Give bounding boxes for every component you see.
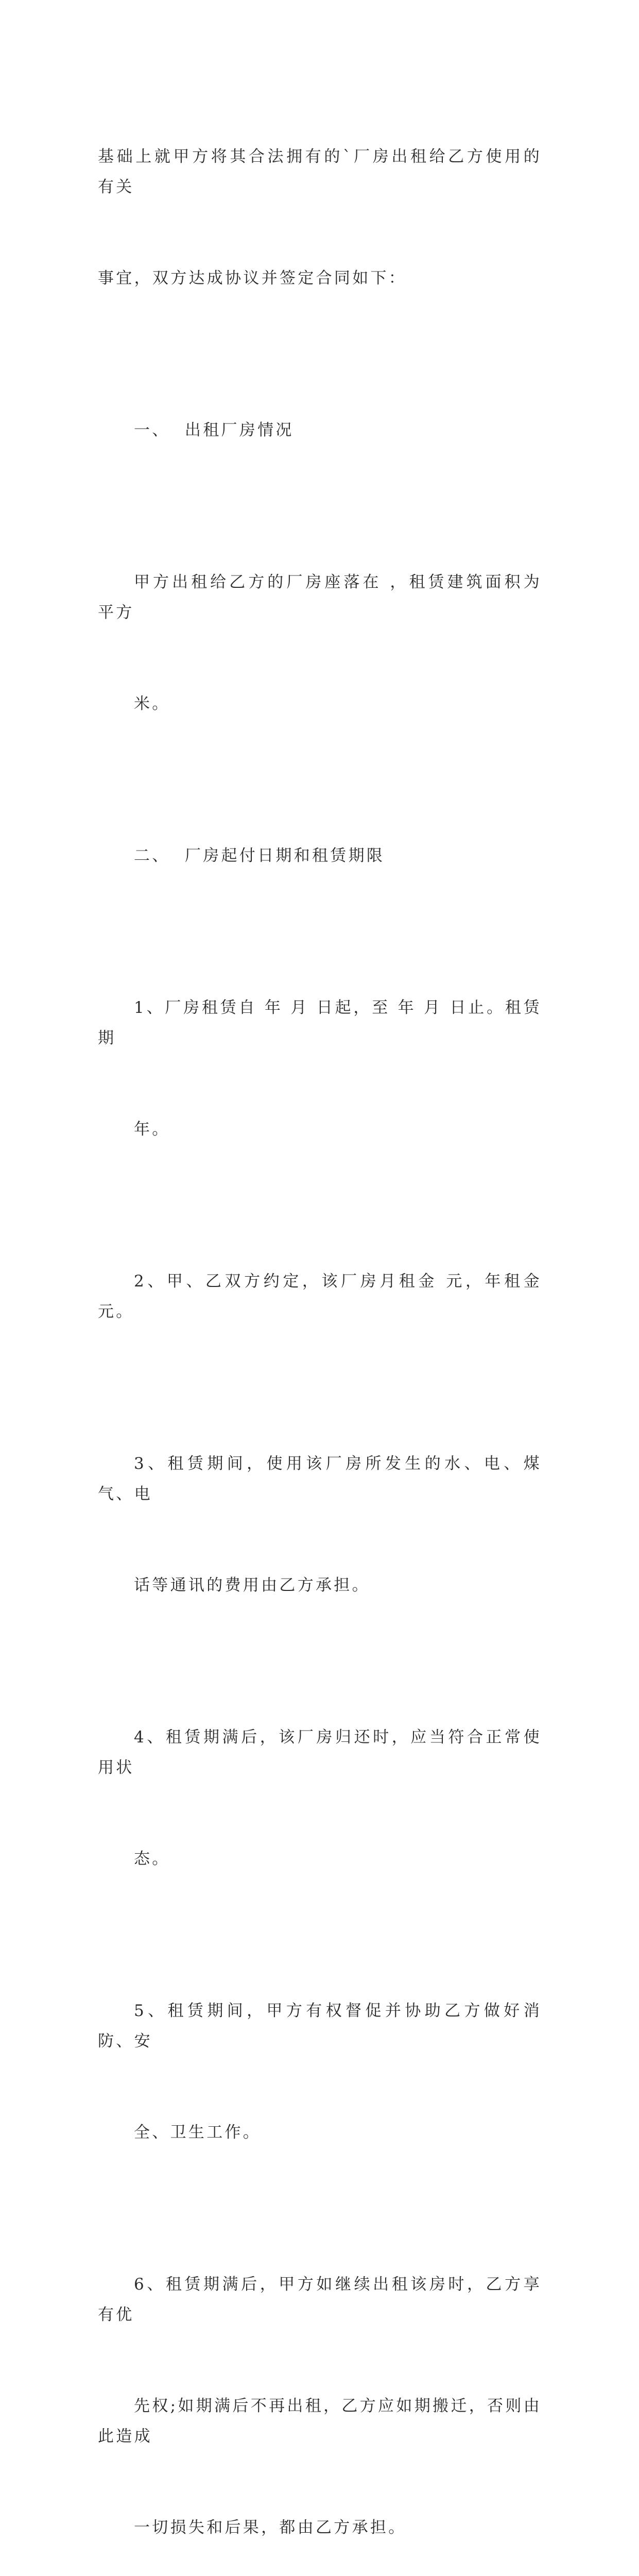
text-line: 3、租赁期间，使用该厂房所发生的水、电、煤气、电: [98, 1454, 542, 1503]
text-line: 事宜，双方达成协议并签定合同如下：: [98, 269, 407, 287]
text-line: 6、租赁期满后，甲方如继续出租该房时，乙方享有优: [98, 2275, 542, 2324]
text-line: 基础上就甲方将其合法拥有的`厂房出租给乙方使用的有关: [98, 147, 542, 196]
text-line: 米。: [134, 694, 170, 713]
text-line: 一切损失和后果，都由乙方承担。: [134, 2518, 407, 2537]
clause-3: [98, 1388, 542, 1662]
section-heading-2: [98, 780, 542, 932]
text-line: 话等通讯的费用由乙方承担。: [134, 1576, 370, 1595]
text-line: 二、 厂房起付日期和租赁期限: [134, 846, 385, 865]
document-body: [98, 81, 549, 2576]
clause-1: [98, 932, 542, 1206]
clause-2: [98, 1206, 549, 1388]
paragraph-premises: [98, 506, 549, 780]
clause-5: [98, 1935, 542, 2209]
text-line: 5、租赁期间，甲方有权督促并协助乙方做好消防、安: [98, 2002, 542, 2050]
clause-4: [98, 1662, 542, 1935]
section-heading-1: [98, 354, 542, 506]
text-line: 年。: [134, 1120, 170, 1139]
clause-6: [98, 2209, 542, 2576]
paragraph-intro: [98, 81, 542, 354]
text-line: 一、 出租厂房情况: [134, 421, 294, 439]
text-line: 甲方出租给乙方的厂房座落在 ，租赁建筑面积为 平方: [98, 573, 549, 622]
text-line: 1、厂房租赁自 年 月 日起，至 年 月 日止。租赁期: [98, 998, 542, 1047]
text-line: 先权;如期满后不再出租，乙方应如期搬迁，否则由此造成: [98, 2397, 542, 2446]
text-line: 全、卫生工作。: [134, 2123, 262, 2142]
text-line: 2、甲、乙双方约定，该厂房月租金 元，年租金 元。: [98, 1272, 549, 1321]
text-line: 态。: [134, 1850, 170, 1868]
text-line: 4、租赁期满后，该厂房归还时，应当符合正常使用状: [98, 1728, 542, 1777]
